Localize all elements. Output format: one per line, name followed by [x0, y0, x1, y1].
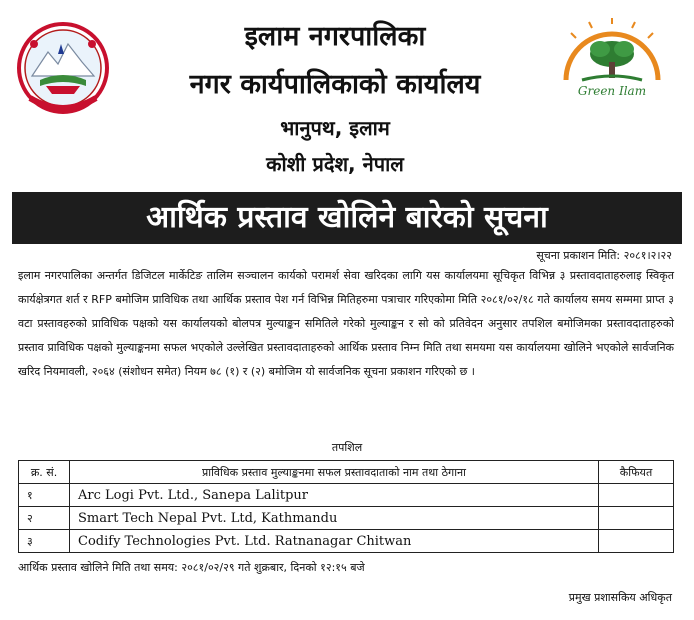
table-row — [19, 530, 674, 553]
published-date: सूचना प्रकाशन मिति: २०८१।२।२२ — [536, 249, 672, 262]
table-row — [19, 507, 674, 530]
green-ilam-tree-icon — [552, 18, 672, 88]
signatory: प्रमुख प्रशासकिय अधिकृत — [568, 591, 672, 604]
header-remarks: कैफियत — [599, 461, 674, 484]
table-header-row — [19, 461, 674, 484]
proposal-table — [18, 460, 674, 553]
notice-title: आर्थिक प्रस्ताव खोलिने बारेको सूचना — [12, 192, 682, 244]
letterhead — [0, 0, 694, 188]
province-country: कोशी प्रदेश, नेपाल — [266, 152, 404, 176]
row-remarks — [599, 484, 674, 507]
tapsil-label: तपशिल — [331, 441, 363, 454]
table-row — [19, 484, 674, 507]
green-ilam-logo — [552, 18, 672, 104]
row-proposer: Smart Tech Nepal Pvt. Ltd, Kathmandu — [70, 507, 599, 530]
row-remarks — [599, 507, 674, 530]
nepal-emblem-icon — [12, 14, 114, 122]
municipality-name: इलाम नगरपालिका — [244, 21, 426, 52]
row-proposer: Arc Logi Pvt. Ltd., Sanepa Lalitpur — [70, 484, 599, 507]
logo-text: Green Ilam — [577, 84, 647, 98]
opening-datetime: आर्थिक प्रस्ताव खोलिने मिति तथा समय: २०८१/०२/२९ गते शुक्रबार, दिनको १२:१५ बजे — [18, 561, 365, 574]
office-address: भानुपथ, इलाम — [280, 116, 390, 140]
office-name: नगर कार्यपालिकाको कार्यालय — [189, 69, 481, 100]
header-serial: क्र. सं. — [19, 461, 70, 484]
row-proposer: Codify Technologies Pvt. Ltd. Ratnanagar Chitwan — [70, 530, 599, 553]
notice-body: इलाम नगरपालिका अन्तर्गत डिजिटल मार्केटिङ तालिम सञ्चालन कार्यको परामर्श सेवा खरिदका लागि यस कार्यालयमा सूचिकृत विभिन्न ३ प्रस्तावदाताहरुलाइ स्विकृत कार्यक्षेत्रगत शर्त र RFP बमोजिम प्राविधिक तथा आर्थिक प्रस्ताव पेश गर्न विभिन्न मितिहरुमा पत्राचार गरिएकोमा मिति २०८१/०२/१८ गते कार्यालय समय सम्ममा प्राप्त ३ वटा प्रस्तावहरुको प्राविधिक पक्षको यस कार्यालयको बोलपत्र मुल्याङ्कन समितिले गरेको मुल्याङ्कन र सो को प्रतिवेदन अनुसार तपशिल बमोजिमका प्रस्तावदाताहरुको प्रस्ताव प्राविधिक पक्षको मुल्याङ्कनमा सफल भएकोले उल्लेखित प्रस्तावदाताहरुको आर्थिक प्रस्ताव निम्न मिति तथा समयमा यस कार्यालयमा खोलिने भएकोले सार्वजनिक खरिद नियमावली, २०६४ (संशोधन समेत) नियम ७८ (१) र (२) बमोजिम यो सार्वजनिक सूचना प्रकाशन गरिएको छ । — [18, 269, 674, 378]
row-serial: २ — [19, 507, 70, 530]
row-serial: ३ — [19, 530, 70, 553]
row-serial: १ — [19, 484, 70, 507]
row-remarks — [599, 530, 674, 553]
header-name-address: प्राविधिक प्रस्ताव मुल्याङ्कनमा सफल प्रस्तावदाताको नाम तथा ठेगाना — [70, 461, 599, 484]
